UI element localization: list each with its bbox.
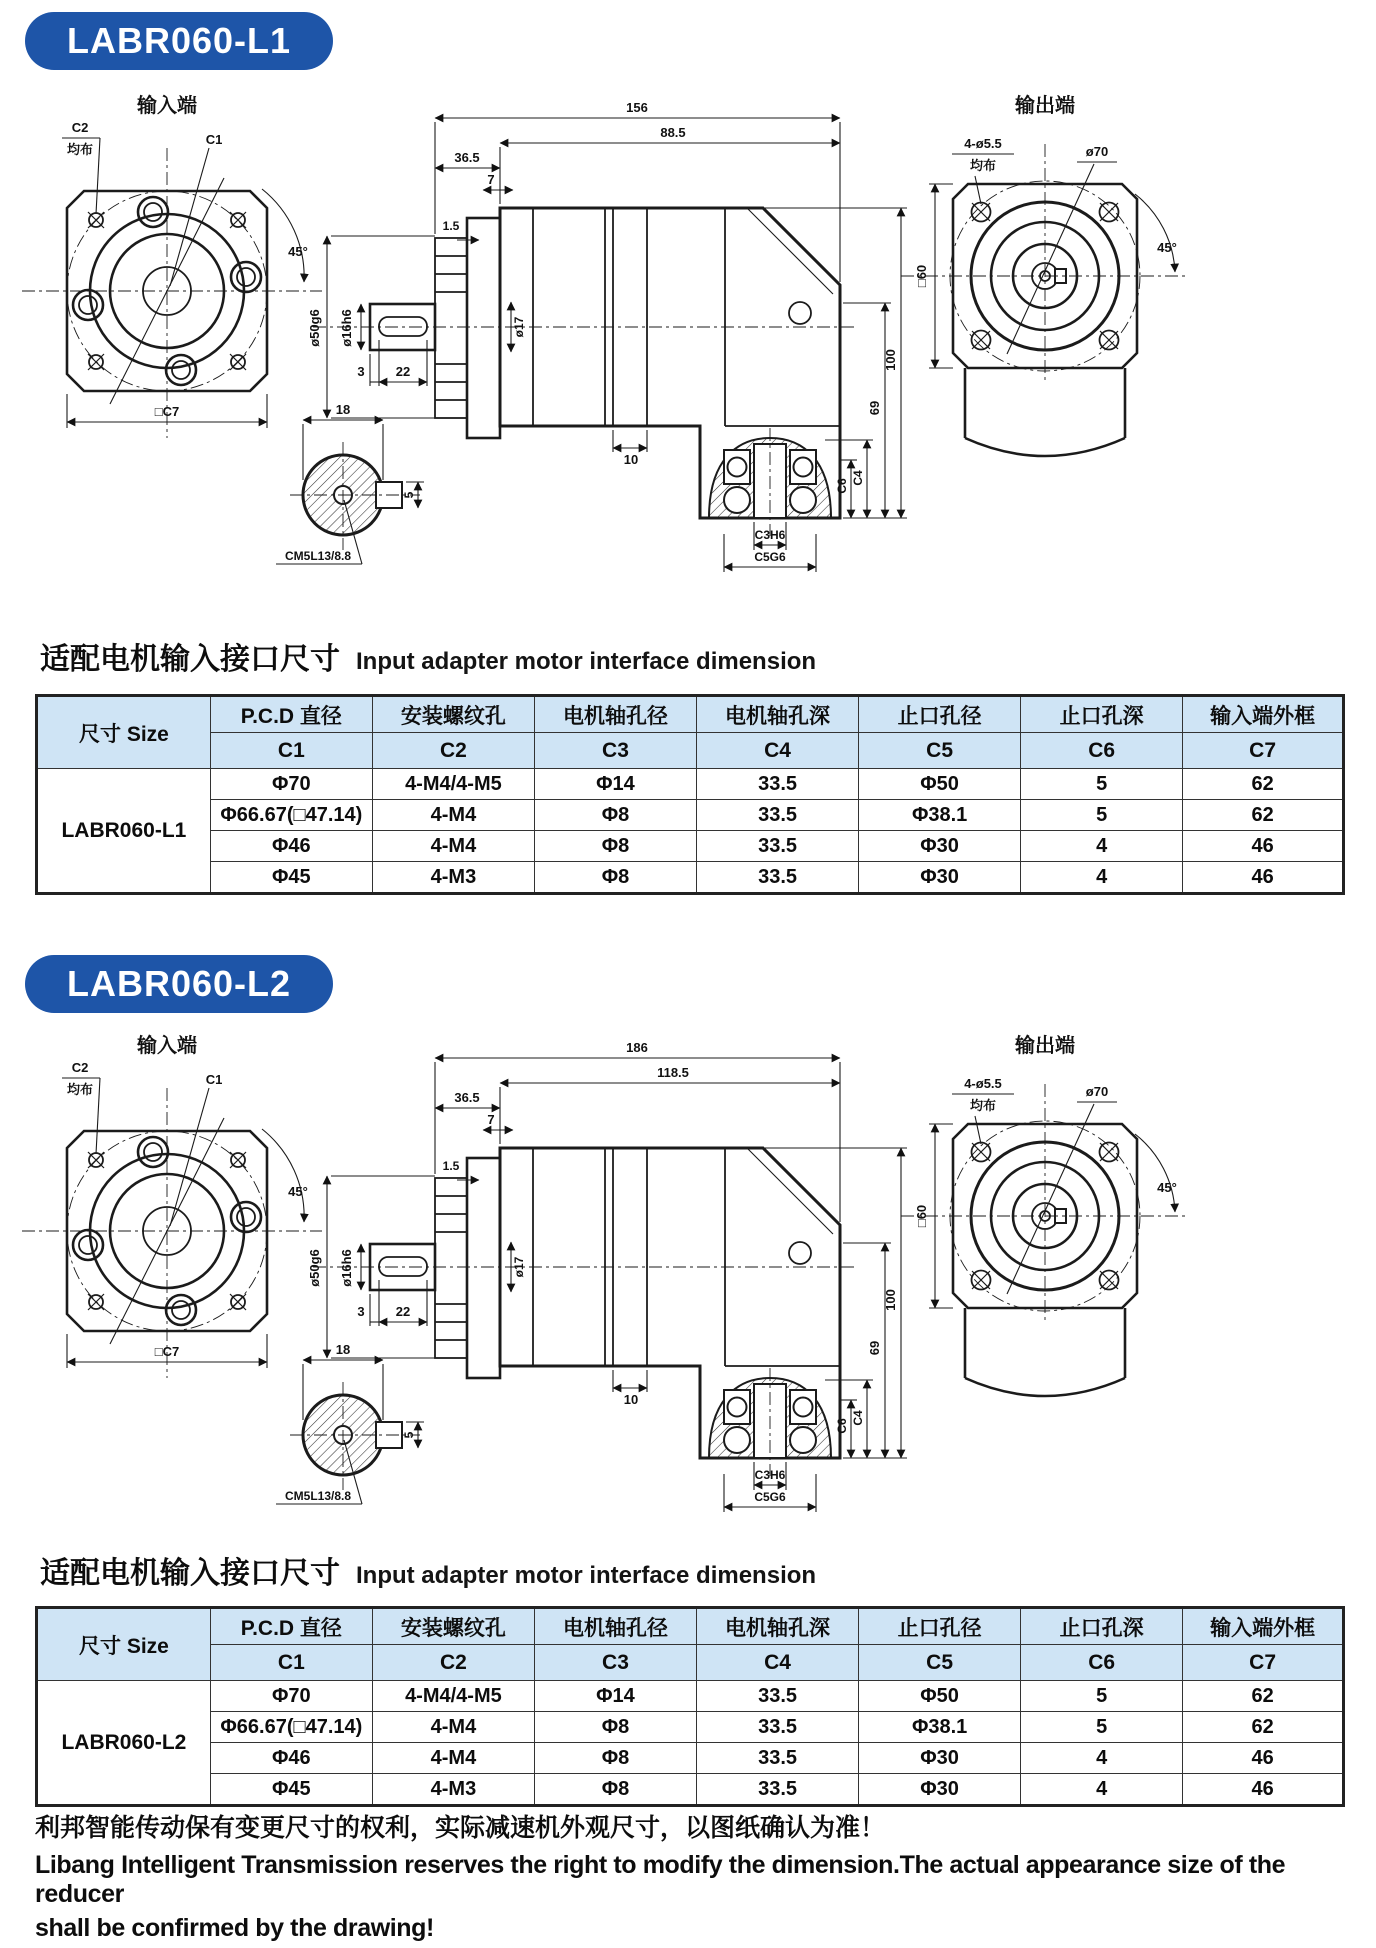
svg-text:C2: C2 [71,1060,89,1075]
col-code: C3 [534,1645,696,1681]
cell: 62 [1183,1681,1344,1712]
table-row [37,1712,1344,1743]
cell: Φ70 [210,1681,372,1712]
svg-text:1.5: 1.5 [442,1159,460,1173]
svg-text:CM5L13/8.8: CM5L13/8.8 [284,1489,352,1503]
cell: Φ30 [859,862,1021,894]
col-code: C6 [1021,733,1183,769]
svg-text:□C7: □C7 [154,404,180,419]
shaft-detail-drawing-l2 [268,1340,438,1515]
cell: 46 [1183,1774,1344,1806]
bearing-section-geometry [709,1368,831,1476]
disclaimer-zh: 利邦智能传动保有变更尺寸的权利，实际减速机外观尺寸，以图纸确认为准！ [35,1814,886,1842]
svg-text:ø50g6: ø50g6 [307,309,322,347]
cell: Φ8 [534,1712,696,1743]
svg-text:ø17: ø17 [512,316,526,338]
col-code: C7 [1183,1645,1344,1681]
section-heading-l2 [40,1548,816,1592]
cell: Φ30 [859,831,1021,862]
col-code: C4 [697,733,859,769]
heading-en: Input adapter motor interface dimension [356,1562,817,1589]
header-row-codes [37,1645,1344,1681]
svg-text:22: 22 [395,364,411,379]
table-row [37,769,1344,800]
cell: Φ14 [534,769,696,800]
svg-text:C3H6: C3H6 [754,528,786,542]
svg-text:4-ø5.5: 4-ø5.5 [964,136,1002,151]
svg-text:45°: 45° [1157,1180,1177,1195]
spec-table-l2 [35,1606,1345,1807]
svg-text:88.5: 88.5 [660,125,686,140]
svg-text:186: 186 [626,1040,648,1055]
spec-table-l1 [35,694,1345,895]
svg-text:5: 5 [402,1431,416,1439]
cell: Φ30 [859,1774,1021,1806]
cell: Φ8 [534,831,696,862]
svg-text:36.5: 36.5 [454,1090,480,1105]
cell: Φ45 [210,862,372,894]
svg-text:均布: 均布 [969,158,997,173]
cell: 33.5 [697,862,859,894]
svg-text:45°: 45° [288,1184,308,1199]
svg-text:100: 100 [883,1289,898,1311]
svg-text:□C7: □C7 [154,1344,180,1359]
col-code: C3 [534,733,696,769]
svg-text:C4: C4 [851,1410,865,1426]
table-row [37,1681,1344,1712]
svg-text:均布: 均布 [66,1082,94,1097]
header-row-names [37,696,1344,733]
col-header: 安装螺纹孔 [372,696,534,733]
cell: Φ8 [534,800,696,831]
col-code: C1 [210,1645,372,1681]
cell: 62 [1183,800,1344,831]
cell: 4 [1021,831,1183,862]
model-cell: LABR060-L2 [37,1681,211,1806]
svg-text:36.5: 36.5 [454,150,480,165]
svg-text:均布: 均布 [66,142,94,157]
col-header: 电机轴孔深 [697,696,859,733]
svg-text:ø17: ø17 [512,1256,526,1278]
view-title: 输出端 [1015,95,1075,117]
detail-geometry [276,402,424,564]
svg-text:C6: C6 [835,478,849,494]
input-end-drawing-l2 [12,1026,332,1386]
cell: 4 [1021,1743,1183,1774]
view-title: 输入端 [137,95,197,117]
cell: 33.5 [697,769,859,800]
side-dimensions-top [435,1040,840,1222]
size-header-cell: 尺寸 Size [37,696,211,769]
col-header: P.C.D 直径 [210,696,372,733]
svg-text:C5G6: C5G6 [754,550,786,564]
svg-text:10: 10 [623,1392,639,1407]
shaft-detail-drawing-l1 [268,400,438,575]
col-code: C5 [859,733,1021,769]
svg-text:100: 100 [883,349,898,371]
cell: 4 [1021,862,1183,894]
cell: 33.5 [697,1681,859,1712]
cell: 4-M4/4-M5 [372,769,534,800]
svg-text:C2: C2 [71,120,89,135]
svg-text:7: 7 [487,1112,495,1127]
col-code: C7 [1183,733,1344,769]
cell: Φ38.1 [859,800,1021,831]
cell: 4-M3 [372,1774,534,1806]
svg-text:1.5: 1.5 [442,219,460,233]
cell: 62 [1183,769,1344,800]
table-row [37,1774,1344,1806]
cell: 33.5 [697,831,859,862]
svg-text:C3H6: C3H6 [754,1468,786,1482]
cell: 4-M4 [372,800,534,831]
cell: Φ70 [210,769,372,800]
cell: 4 [1021,1774,1183,1806]
svg-text:CM5L13/8.8: CM5L13/8.8 [284,549,352,563]
cell: 62 [1183,1712,1344,1743]
col-header: 安装螺纹孔 [372,1608,534,1645]
col-code: C1 [210,733,372,769]
cell: Φ50 [859,1681,1021,1712]
cell: 46 [1183,831,1344,862]
cell: 33.5 [697,1712,859,1743]
col-header: 电机轴孔径 [534,696,696,733]
svg-text:69: 69 [867,1340,882,1356]
col-code: C5 [859,1645,1021,1681]
header-row-names [37,1608,1344,1645]
svg-text:45°: 45° [1157,240,1177,255]
cell: Φ38.1 [859,1712,1021,1743]
col-code: C2 [372,733,534,769]
output-end-drawing-l1 [895,86,1195,506]
cell: 46 [1183,862,1344,894]
table-row [37,1743,1344,1774]
disclaimer-en-line2: shall be confirmed by the drawing! [35,1914,434,1942]
cell: 33.5 [697,1774,859,1806]
col-header: 止口孔深 [1021,1608,1183,1645]
cell: Φ8 [534,862,696,894]
cell: 33.5 [697,1743,859,1774]
section-heading-l1 [40,634,816,678]
view-title: 输入端 [137,1035,197,1057]
view-title: 输出端 [1015,1035,1075,1057]
svg-text:156: 156 [626,100,648,115]
cell: Φ46 [210,831,372,862]
svg-text:ø70: ø70 [1085,1084,1109,1099]
cell: 4-M3 [372,862,534,894]
svg-text:3: 3 [357,364,365,379]
cell: Φ14 [534,1681,696,1712]
output-housing-geometry [965,368,1125,456]
bearing-section-geometry [709,428,831,536]
heading-en: Input adapter motor interface dimension [356,648,817,675]
output-flange-geometry [901,1084,1189,1324]
col-code: C2 [372,1645,534,1681]
model-badge-l1: LABR060-L1 [25,12,333,70]
col-header: 电机轴孔径 [534,1608,696,1645]
svg-text:ø16h6: ø16h6 [339,1249,354,1287]
table-row [37,831,1344,862]
output-flange-geometry [901,144,1189,384]
svg-text:C5G6: C5G6 [754,1490,786,1504]
svg-text:C1: C1 [205,1072,223,1087]
svg-text:C4: C4 [851,470,865,486]
cell: Φ8 [534,1774,696,1806]
svg-text:5: 5 [402,491,416,499]
col-header: 输入端外框 [1183,696,1344,733]
col-header: P.C.D 直径 [210,1608,372,1645]
svg-text:22: 22 [395,1304,411,1319]
model-cell: LABR060-L1 [37,769,211,894]
svg-text:18: 18 [335,1342,351,1357]
cell: 4-M4 [372,1743,534,1774]
detail-geometry [276,1342,424,1504]
cell: 33.5 [697,800,859,831]
cell: Φ30 [859,1743,1021,1774]
disclaimer-en-line1: Libang Intelligent Transmission reserves the right to modify the dimension.The actual appearance size of the reducer [35,1851,1286,1908]
cell: Φ66.67(□47.14) [210,800,372,831]
size-header-cell: 尺寸 Size [37,1608,211,1681]
svg-text:ø70: ø70 [1085,144,1109,159]
svg-text:□60: □60 [914,1204,929,1228]
cell: 4-M4 [372,831,534,862]
svg-text:ø16h6: ø16h6 [339,309,354,347]
cell: 5 [1021,1712,1183,1743]
header-row-codes [37,733,1344,769]
svg-text:7: 7 [487,172,495,187]
cell: Φ50 [859,769,1021,800]
svg-text:118.5: 118.5 [657,1065,689,1080]
col-header: 止口孔径 [859,696,1021,733]
cell: Φ46 [210,1743,372,1774]
heading-zh: 适配电机输入接口尺寸 [40,643,340,676]
svg-text:ø50g6: ø50g6 [307,1249,322,1287]
cell: 4-M4/4-M5 [372,1681,534,1712]
svg-text:4-ø5.5: 4-ø5.5 [964,1076,1002,1091]
cell: 5 [1021,769,1183,800]
table-row [37,800,1344,831]
cell: Φ66.67(□47.14) [210,1712,372,1743]
table-row [37,862,1344,894]
cell: Φ8 [534,1743,696,1774]
col-header: 止口孔深 [1021,696,1183,733]
cell: 5 [1021,800,1183,831]
svg-text:18: 18 [335,402,351,417]
input-end-drawing-l1 [12,86,332,446]
side-dimensions-top [435,100,840,282]
cell: 46 [1183,1743,1344,1774]
svg-text:C6: C6 [835,1418,849,1434]
svg-text:10: 10 [623,452,639,467]
col-code: C6 [1021,1645,1183,1681]
col-code: C4 [697,1645,859,1681]
cell: Φ45 [210,1774,372,1806]
svg-text:45°: 45° [288,244,308,259]
cell: 5 [1021,1681,1183,1712]
heading-zh: 适配电机输入接口尺寸 [40,1557,340,1590]
svg-text:□60: □60 [914,264,929,288]
svg-text:C1: C1 [205,132,223,147]
model-badge-l2: LABR060-L2 [25,955,333,1013]
svg-text:69: 69 [867,400,882,416]
output-end-drawing-l2 [895,1026,1195,1446]
cell: 4-M4 [372,1712,534,1743]
svg-text:均布: 均布 [969,1098,997,1113]
col-header: 输入端外框 [1183,1608,1344,1645]
col-header: 止口孔径 [859,1608,1021,1645]
output-housing-geometry [965,1308,1125,1396]
col-header: 电机轴孔深 [697,1608,859,1645]
disclaimer [35,1808,1365,1948]
svg-text:3: 3 [357,1304,365,1319]
